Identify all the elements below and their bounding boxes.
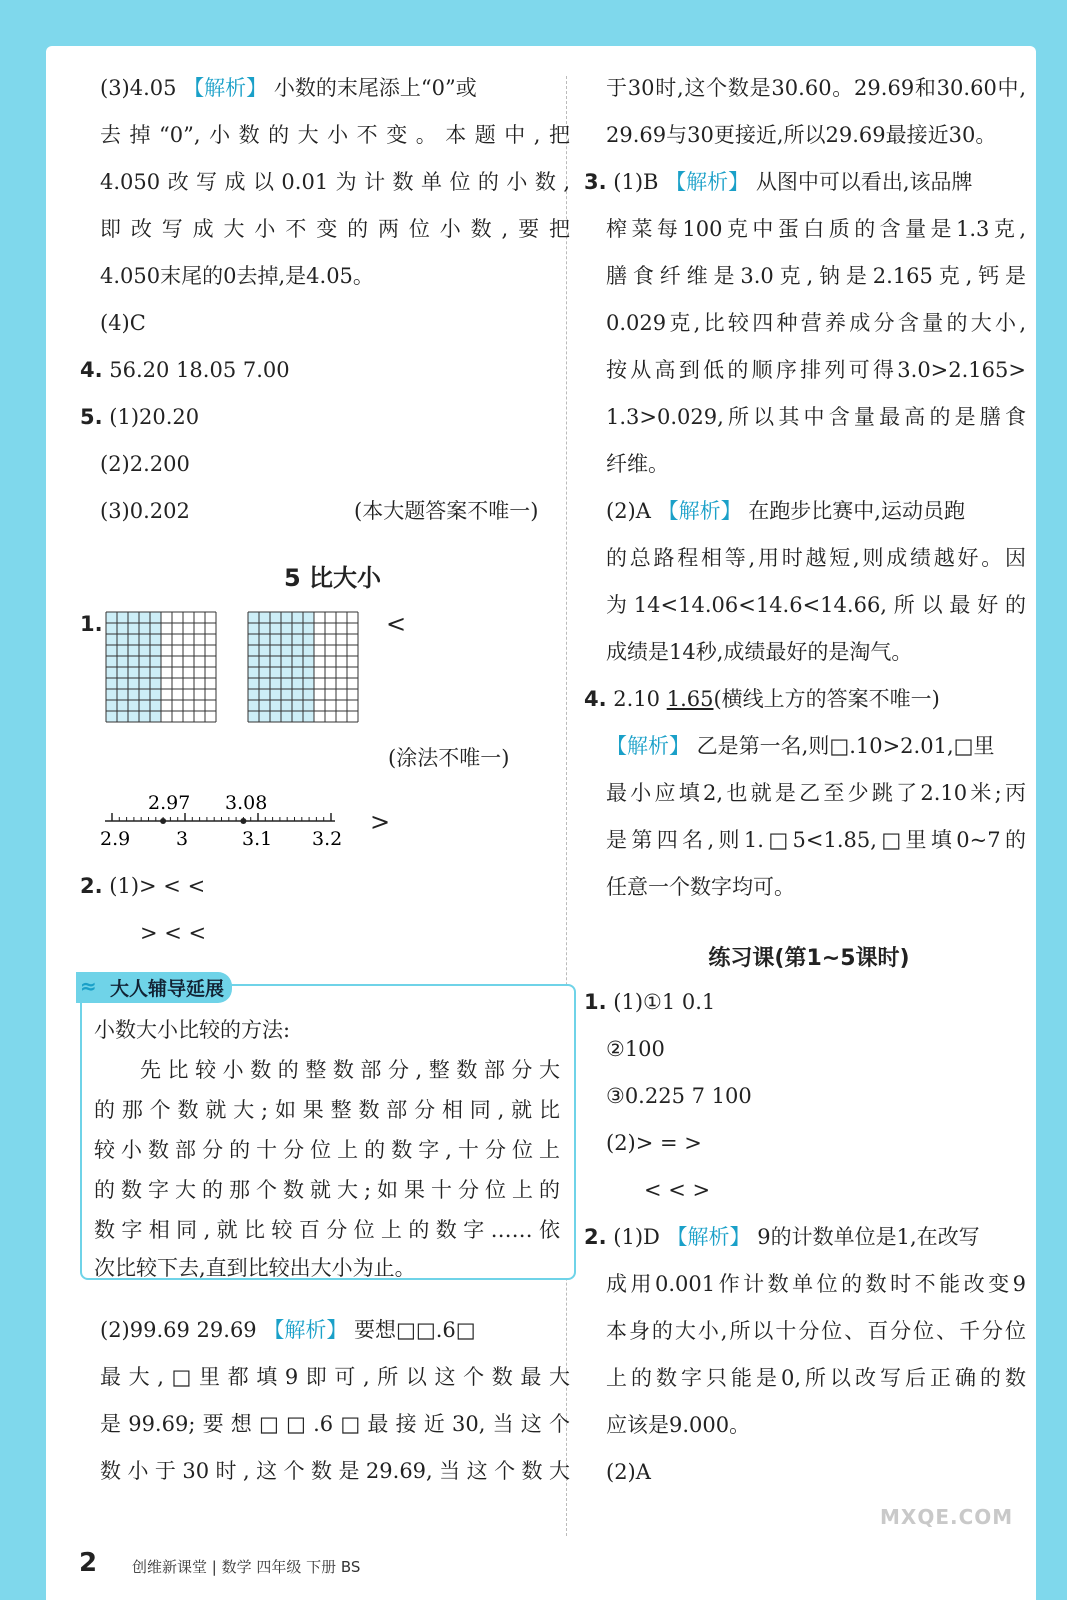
note-text: (涂法不唯一) (388, 746, 510, 770)
question-number: 1. (584, 990, 607, 1014)
wave-icon: ≈ (80, 974, 97, 998)
text-line: 纤维。 (606, 452, 669, 476)
analysis-tag: 【解析】 (665, 170, 750, 194)
section-title: 5 比大小 (283, 564, 382, 592)
text-line: 数字相同,就比较百分位上的数字……依 (94, 1218, 560, 1242)
extension-title: ≈ 大人辅导延展 (76, 972, 232, 1003)
number-line-point (160, 818, 166, 824)
extension-box (80, 974, 576, 1280)
column-divider (566, 76, 567, 1536)
question-2 (80, 874, 205, 898)
question-3: 3. (1)B 【解析】 从图中可以看出,该品牌 (584, 170, 973, 194)
answer-text: 小数的末尾添上“0”或 (267, 76, 477, 100)
text-line (100, 76, 570, 100)
answer-text: (1)> < < (109, 874, 206, 898)
text-line: (2)> = > (606, 1131, 702, 1155)
text-line: 次比较下去,直到比较出大小为止。 (94, 1256, 416, 1280)
text-line: 最小应填2,也就是乙至少跳了2.10米;丙 (606, 781, 1026, 805)
text-line: 1.3>0.029,所以其中含量最高的是膳食 (606, 405, 1026, 429)
number-line-label: 3.2 (312, 828, 343, 850)
text-line: 【解析】 乙是第一名,则□.10>2.01,□里 (606, 734, 995, 758)
answer-text: 要想□□.6□ (347, 1318, 476, 1342)
question-number: 2. (80, 874, 103, 898)
text-line: (4)C (100, 311, 146, 335)
answer-page (46, 46, 1036, 1600)
text-line: 的数字大的那个数就大;如果十分位上的 (94, 1178, 560, 1202)
text-line: 29.69与30更接近,所以29.69最接近30。 (606, 123, 997, 147)
number-line-label: 3 (176, 828, 189, 850)
number-line-point (240, 818, 246, 824)
number-line-label: 3.08 (225, 792, 268, 814)
text-line: 应该是9.000。 (606, 1413, 751, 1437)
text-line: 去掉“0”,小数的大小不变。本题中,把 (100, 123, 570, 147)
question-number: 4. (80, 358, 103, 382)
text-line: 较小数部分的十分位上的数字,十分位上 (94, 1138, 560, 1162)
text-line: 的总路程相等,用时越短,则成绩越好。因 (606, 546, 1026, 570)
text-line: < < > (644, 1178, 711, 1202)
text-line: 先比较小数的整数部分,整数部分大 (140, 1058, 560, 1082)
underlined-answer: 1.65 (666, 687, 714, 711)
question-2: 2. (1)D 【解析】 9的计数单位是1,在改写 (584, 1225, 980, 1249)
text-line: 成绩是14秒,成绩最好的是淘气。 (606, 640, 913, 664)
grid-1 (104, 610, 220, 724)
number-line-label: 2.9 (100, 828, 131, 850)
answer-text: 56.20 18.05 7.00 (109, 358, 290, 382)
text-line: (2)2.200 (100, 452, 190, 476)
section-title: 练习课(第1~5课时) (708, 946, 910, 971)
text-line: 本身的大小,所以十分位、百分位、千分位 (606, 1319, 1026, 1343)
question-4 (80, 358, 290, 382)
analysis-tag: 【解析】 (657, 499, 742, 523)
text-line: 按从高到低的顺序排列可得3.0>2.165> (606, 358, 1026, 382)
question-number: 1. (80, 612, 103, 636)
analysis-tag: 【解析】 (263, 1318, 348, 1342)
text-line: 膳食纤维是3.0克,钠是2.165克,钙是 (606, 264, 1026, 288)
question-number: 5. (80, 405, 103, 429)
text-line: 小数大小比较的方法: (94, 1018, 291, 1042)
text-line: > < < (140, 921, 207, 945)
text-line: 最大,□里都填9即可,所以这个数最大 (100, 1365, 570, 1389)
answer-text: (2)99.69 29.69 (100, 1318, 264, 1342)
analysis-tag: 【解析】 (183, 76, 268, 100)
text-line: 任意一个数字均可。 (606, 875, 795, 899)
text-line: (2)A (606, 1460, 651, 1484)
text-line: 榨菜每100克中蛋白质的含量是1.3克, (606, 217, 1026, 241)
text-line: (2)A 【解析】 在跑步比赛中,运动员跑 (606, 499, 965, 523)
number-line-label: 3.1 (242, 828, 273, 850)
text-line: 上的数字只能是0,所以改写后正确的数 (606, 1366, 1026, 1390)
analysis-tag: 【解析】 (666, 1225, 751, 1249)
question-number: 3. (584, 170, 607, 194)
text-line: 4.050改写成以0.01为计数单位的小数, (100, 170, 570, 194)
text-line: 0.029克,比较四种营养成分含量的大小, (606, 311, 1026, 335)
number-line (100, 791, 390, 861)
text-line: 于30时,这个数是30.60。29.69和30.60中, (606, 76, 1026, 100)
text-line: 4.050末尾的0去掉,是4.05。 (100, 264, 374, 288)
analysis-tag: 【解析】 (606, 734, 690, 758)
note-text: (本大题答案不唯一) (354, 499, 539, 523)
text-line: 数小于30时,这个数是29.69,当这个数大 (100, 1459, 570, 1483)
text-line: 即改写成大小不变的两位小数,要把 (100, 217, 570, 241)
grid-2 (246, 610, 362, 724)
text-line: 的那个数就大;如果整数部分相同,就比 (94, 1098, 560, 1122)
text-line: (3)0.202 (100, 499, 190, 523)
question-number: 4. (584, 687, 607, 711)
answer-text: (3)4.05 (100, 76, 184, 100)
text-line: 为14<14.06<14.6<14.66,所以最好的 (606, 593, 1026, 617)
question-1: 1. (1)①1 0.1 (584, 990, 716, 1014)
compare-sign: > (370, 808, 391, 836)
text-line: 是第四名,则1.□5<1.85,□里填0~7的 (606, 828, 1026, 852)
question-4: 4. 2.10 1.65(横线上方的答案不唯一) (584, 687, 940, 711)
answer-text: (1)20.20 (109, 405, 200, 429)
text-line: ②100 (606, 1037, 665, 1061)
question-5 (80, 405, 199, 429)
number-line-label: 2.97 (148, 792, 191, 814)
text-line: 成用0.001作计数单位的数时不能改变9 (606, 1272, 1026, 1296)
page-number: 2 (79, 1548, 98, 1578)
compare-sign: < (386, 610, 407, 638)
book-title: 创维新课堂 | 数学 四年级 下册 BS (132, 1558, 361, 1576)
text-line: ③0.225 7 100 (606, 1084, 752, 1108)
watermark: MXQE.COM (880, 1505, 1014, 1529)
text-line (100, 1318, 570, 1342)
question-number: 2. (584, 1225, 607, 1249)
text-line: 是99.69;要想□□.6□最接近30,当这个 (100, 1412, 570, 1436)
page-footer (46, 1546, 1036, 1586)
